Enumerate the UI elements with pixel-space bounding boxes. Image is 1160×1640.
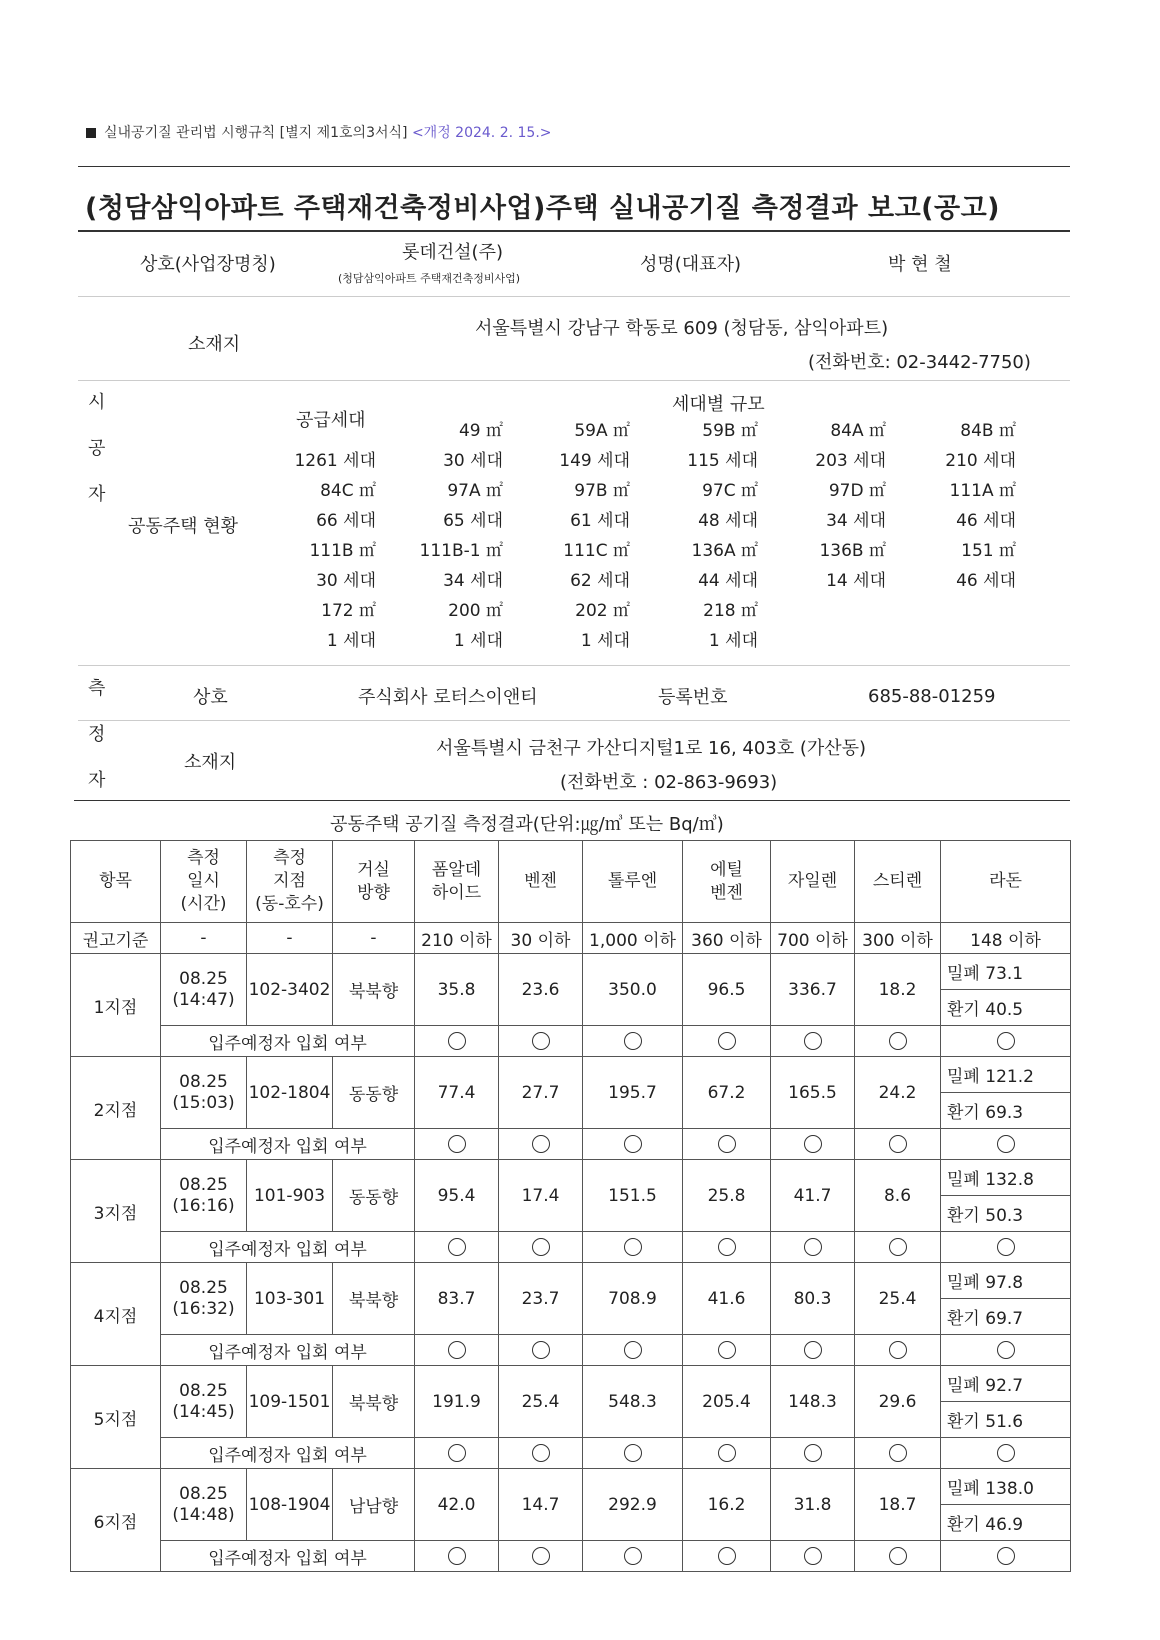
presence-cell (415, 1541, 499, 1572)
circle-mark-icon (532, 1341, 550, 1359)
value-cell: 96.5 (683, 954, 771, 1026)
presence-cell (683, 1232, 771, 1263)
builder-phone: (전화번호: 02-3442-7750) (808, 352, 1031, 373)
presence-cell (941, 1232, 1071, 1263)
circle-mark-icon (997, 1444, 1015, 1462)
housing-cell: 111B ㎡ (309, 541, 376, 561)
presence-cell (683, 1335, 771, 1366)
side-char: 공 (88, 438, 106, 459)
housing-label: 공동주택 현황 (128, 516, 239, 537)
datetime-cell: 08.25 (16:32) (161, 1263, 247, 1335)
standard-cell: 360 이하 (683, 923, 771, 954)
value-cell: 67.2 (683, 1057, 771, 1129)
presence-cell (683, 1026, 771, 1057)
supply-label: 공급세대 (296, 410, 366, 431)
standard-cell: - (247, 923, 333, 954)
unit-cell: 102-3402 (247, 954, 333, 1026)
value-cell: 18.7 (855, 1469, 941, 1541)
circle-mark-icon (804, 1444, 822, 1462)
housing-cell: 218 ㎡ (703, 601, 758, 621)
circle-mark-icon (804, 1135, 822, 1153)
standard-cell: 1,000 이하 (583, 923, 683, 954)
circle-mark-icon (624, 1341, 642, 1359)
circle-mark-icon (889, 1341, 907, 1359)
value-cell: 708.9 (583, 1263, 683, 1335)
housing-cell: 84B ㎡ (960, 421, 1016, 441)
builder-rep-value: 박 현 철 (888, 254, 952, 275)
results-table (70, 840, 1071, 1572)
circle-mark-icon (997, 1341, 1015, 1359)
side-char: 정 (88, 724, 106, 745)
radon-closed-cell: 밀폐 97.8 (941, 1263, 1071, 1299)
housing-cell: 66 세대 (316, 511, 376, 531)
presence-cell (771, 1129, 855, 1160)
circle-mark-icon (624, 1238, 642, 1256)
table-row (71, 954, 1071, 990)
unit-cell: 109-1501 (247, 1366, 333, 1438)
radon-closed-cell: 밀폐 121.2 (941, 1057, 1071, 1093)
housing-cell: 62 세대 (570, 571, 630, 591)
builder-rep-label: 성명(대표자) (640, 254, 741, 275)
presence-cell (583, 1232, 683, 1263)
measurer-phone: (전화번호 : 02-863-9693) (560, 772, 778, 793)
direction-cell: 동동향 (333, 1057, 415, 1129)
size-label: 세대별 규모 (672, 394, 765, 415)
circle-mark-icon (889, 1135, 907, 1153)
value-cell: 548.3 (583, 1366, 683, 1438)
circle-mark-icon (448, 1444, 466, 1462)
value-cell: 95.4 (415, 1160, 499, 1232)
presence-cell (499, 1129, 583, 1160)
housing-cell: 151 ㎡ (961, 541, 1016, 561)
presence-cell (415, 1129, 499, 1160)
point-cell: 3지점 (71, 1160, 161, 1263)
column-header: 폼알데 하이드 (415, 841, 499, 923)
datetime-cell: 08.25 (16:16) (161, 1160, 247, 1232)
standard-cell: - (161, 923, 247, 954)
page-title: (청담삼익아파트 주택재건축정비사업)주택 실내공기질 측정결과 보고(공고) (85, 193, 1000, 224)
value-cell: 80.3 (771, 1263, 855, 1335)
builder-addr-label: 소재지 (188, 334, 241, 355)
presence-label: 입주예정자 입회 여부 (161, 1541, 415, 1572)
standard-row (71, 923, 1071, 954)
presence-row (71, 1335, 1071, 1366)
side-char: 자 (88, 484, 106, 505)
housing-cell: 61 세대 (570, 511, 630, 531)
divider (78, 296, 1070, 297)
presence-label: 입주예정자 입회 여부 (161, 1129, 415, 1160)
presence-row (71, 1026, 1071, 1057)
column-header: 측정 지점 (동-호수) (247, 841, 333, 923)
column-header: 스티렌 (855, 841, 941, 923)
housing-cell: 30 세대 (316, 571, 376, 591)
presence-cell (583, 1026, 683, 1057)
housing-cell: 1 세대 (453, 631, 503, 651)
circle-mark-icon (718, 1135, 736, 1153)
circle-mark-icon (448, 1547, 466, 1565)
radon-vent-cell: 환기 40.5 (941, 990, 1071, 1026)
housing-cell: 1 세대 (326, 631, 376, 651)
value-cell: 336.7 (771, 954, 855, 1026)
housing-cell: 65 세대 (443, 511, 503, 531)
presence-cell (499, 1335, 583, 1366)
column-header: 측정 일시 (시간) (161, 841, 247, 923)
table-row (71, 1366, 1071, 1402)
divider (78, 720, 1070, 721)
presence-cell (415, 1335, 499, 1366)
circle-mark-icon (448, 1032, 466, 1050)
measurer-reg-label: 등록번호 (658, 687, 728, 708)
housing-cell: 111C ㎡ (563, 541, 630, 561)
presence-cell (683, 1438, 771, 1469)
radon-vent-cell: 환기 69.3 (941, 1093, 1071, 1129)
housing-cell: 1 세대 (580, 631, 630, 651)
value-cell: 41.6 (683, 1263, 771, 1335)
housing-cell: 202 ㎡ (575, 601, 630, 621)
circle-mark-icon (804, 1341, 822, 1359)
housing-cell: 97C ㎡ (702, 481, 758, 501)
column-header: 항목 (71, 841, 161, 923)
presence-cell (855, 1232, 941, 1263)
side-char: 측 (88, 678, 106, 699)
square-bullet-icon (86, 128, 96, 138)
circle-mark-icon (889, 1444, 907, 1462)
housing-cell: 203 세대 (815, 451, 886, 471)
circle-mark-icon (718, 1547, 736, 1565)
value-cell: 191.9 (415, 1366, 499, 1438)
housing-cell: 111B-1 ㎡ (419, 541, 503, 561)
datetime-cell: 08.25 (14:48) (161, 1469, 247, 1541)
unit-cell: 108-1904 (247, 1469, 333, 1541)
side-char: 시 (88, 392, 106, 413)
standard-cell: 210 이하 (415, 923, 499, 954)
presence-cell (855, 1541, 941, 1572)
table-row (71, 1263, 1071, 1299)
housing-cell: 84C ㎡ (320, 481, 376, 501)
presence-cell (941, 1438, 1071, 1469)
datetime-cell: 08.25 (14:45) (161, 1366, 247, 1438)
results-caption: 공동주택 공기질 측정결과(단위:㎍/㎥ 또는 Bq/㎥) (330, 814, 724, 835)
presence-cell (855, 1026, 941, 1057)
circle-mark-icon (448, 1238, 466, 1256)
value-cell: 151.5 (583, 1160, 683, 1232)
housing-cell: 49 ㎡ (458, 421, 503, 441)
housing-cell: 97D ㎡ (828, 481, 886, 501)
circle-mark-icon (889, 1032, 907, 1050)
presence-cell (683, 1541, 771, 1572)
housing-cell: 44 세대 (698, 571, 758, 591)
divider (74, 800, 1070, 801)
column-header: 라돈 (941, 841, 1071, 923)
circle-mark-icon (804, 1547, 822, 1565)
housing-cell: 111A ㎡ (949, 481, 1016, 501)
circle-mark-icon (889, 1238, 907, 1256)
housing-cell: 97A ㎡ (447, 481, 503, 501)
housing-cell: 136A ㎡ (691, 541, 758, 561)
radon-vent-cell: 환기 50.3 (941, 1196, 1071, 1232)
housing-cell: 30 세대 (443, 451, 503, 471)
presence-cell (683, 1129, 771, 1160)
presence-cell (583, 1335, 683, 1366)
measurer-name-label: 상호 (193, 687, 228, 708)
value-cell: 25.8 (683, 1160, 771, 1232)
circle-mark-icon (997, 1547, 1015, 1565)
circle-mark-icon (532, 1032, 550, 1050)
presence-cell (941, 1335, 1071, 1366)
value-cell: 31.8 (771, 1469, 855, 1541)
measurer-name-value: 주식회사 로터스이앤티 (358, 687, 538, 708)
title-divider (78, 230, 1070, 232)
presence-cell (855, 1335, 941, 1366)
circle-mark-icon (448, 1135, 466, 1153)
presence-row (71, 1541, 1071, 1572)
radon-closed-cell: 밀폐 138.0 (941, 1469, 1071, 1505)
unit-cell: 102-1804 (247, 1057, 333, 1129)
circle-mark-icon (532, 1444, 550, 1462)
circle-mark-icon (718, 1341, 736, 1359)
housing-cell: 149 세대 (559, 451, 630, 471)
presence-cell (771, 1541, 855, 1572)
housing-cell: 48 세대 (698, 511, 758, 531)
presence-cell (771, 1438, 855, 1469)
housing-cell: 1261 세대 (294, 451, 376, 471)
housing-cell: 34 세대 (443, 571, 503, 591)
radon-closed-cell: 밀폐 132.8 (941, 1160, 1071, 1196)
housing-cell: 14 세대 (826, 571, 886, 591)
presence-cell (499, 1541, 583, 1572)
radon-vent-cell: 환기 69.7 (941, 1299, 1071, 1335)
divider (78, 380, 1070, 381)
housing-cell: 34 세대 (826, 511, 886, 531)
presence-cell (415, 1232, 499, 1263)
housing-cell: 200 ㎡ (448, 601, 503, 621)
presence-cell (583, 1438, 683, 1469)
housing-cell: 59B ㎡ (702, 421, 758, 441)
datetime-cell: 08.25 (15:03) (161, 1057, 247, 1129)
point-cell: 1지점 (71, 954, 161, 1057)
value-cell: 25.4 (855, 1263, 941, 1335)
value-cell: 148.3 (771, 1366, 855, 1438)
direction-cell: 북북향 (333, 954, 415, 1026)
presence-cell (583, 1541, 683, 1572)
direction-cell: 북북향 (333, 1263, 415, 1335)
circle-mark-icon (997, 1135, 1015, 1153)
direction-cell: 남남향 (333, 1469, 415, 1541)
standard-cell: 700 이하 (771, 923, 855, 954)
circle-mark-icon (718, 1032, 736, 1050)
housing-cell: 97B ㎡ (574, 481, 630, 501)
value-cell: 350.0 (583, 954, 683, 1026)
direction-cell: 동동향 (333, 1160, 415, 1232)
column-header: 에틸 벤젠 (683, 841, 771, 923)
column-header: 자일렌 (771, 841, 855, 923)
presence-cell (415, 1026, 499, 1057)
column-header: 톨루엔 (583, 841, 683, 923)
value-cell: 42.0 (415, 1469, 499, 1541)
presence-cell (771, 1026, 855, 1057)
housing-cell: 210 세대 (945, 451, 1016, 471)
table-row (71, 1057, 1071, 1093)
datetime-cell: 08.25 (14:47) (161, 954, 247, 1026)
housing-cell: 46 세대 (956, 571, 1016, 591)
circle-mark-icon (624, 1135, 642, 1153)
table-header-row (71, 841, 1071, 923)
standard-cell: 30 이하 (499, 923, 583, 954)
presence-cell (499, 1438, 583, 1469)
value-cell: 24.2 (855, 1057, 941, 1129)
presence-cell (941, 1129, 1071, 1160)
circle-mark-icon (997, 1032, 1015, 1050)
circle-mark-icon (624, 1547, 642, 1565)
value-cell: 205.4 (683, 1366, 771, 1438)
circle-mark-icon (997, 1238, 1015, 1256)
value-cell: 41.7 (771, 1160, 855, 1232)
table-row (71, 1160, 1071, 1196)
measurer-addr-value: 서울특별시 금천구 가산디지털1로 16, 403호 (가산동) (436, 738, 867, 759)
presence-row (71, 1438, 1071, 1469)
point-cell: 4지점 (71, 1263, 161, 1366)
presence-cell (499, 1026, 583, 1057)
radon-closed-cell: 밀폐 92.7 (941, 1366, 1071, 1402)
presence-cell (415, 1438, 499, 1469)
circle-mark-icon (804, 1032, 822, 1050)
housing-cell: 59A ㎡ (574, 421, 630, 441)
presence-cell (855, 1129, 941, 1160)
standard-cell: 권고기준 (71, 923, 161, 954)
standard-cell: - (333, 923, 415, 954)
value-cell: 77.4 (415, 1057, 499, 1129)
value-cell: 17.4 (499, 1160, 583, 1232)
value-cell: 16.2 (683, 1469, 771, 1541)
circle-mark-icon (804, 1238, 822, 1256)
value-cell: 29.6 (855, 1366, 941, 1438)
value-cell: 23.7 (499, 1263, 583, 1335)
circle-mark-icon (532, 1135, 550, 1153)
builder-name-sub: (청담삼익아파트 주택재건축정비사업) (338, 272, 521, 285)
presence-cell (855, 1438, 941, 1469)
point-cell: 2지점 (71, 1057, 161, 1160)
circle-mark-icon (718, 1444, 736, 1462)
radon-closed-cell: 밀폐 73.1 (941, 954, 1071, 990)
value-cell: 292.9 (583, 1469, 683, 1541)
radon-vent-cell: 환기 51.6 (941, 1402, 1071, 1438)
presence-label: 입주예정자 입회 여부 (161, 1026, 415, 1057)
value-cell: 23.6 (499, 954, 583, 1026)
presence-label: 입주예정자 입회 여부 (161, 1335, 415, 1366)
presence-row (71, 1129, 1071, 1160)
circle-mark-icon (532, 1238, 550, 1256)
value-cell: 18.2 (855, 954, 941, 1026)
presence-cell (771, 1232, 855, 1263)
measurer-addr-label: 소재지 (184, 752, 237, 773)
presence-cell (941, 1541, 1071, 1572)
direction-cell: 북북향 (333, 1366, 415, 1438)
value-cell: 35.8 (415, 954, 499, 1026)
value-cell: 14.7 (499, 1469, 583, 1541)
standard-cell: 148 이하 (941, 923, 1071, 954)
value-cell: 83.7 (415, 1263, 499, 1335)
housing-cell: 46 세대 (956, 511, 1016, 531)
circle-mark-icon (624, 1032, 642, 1050)
circle-mark-icon (718, 1238, 736, 1256)
housing-cell: 84A ㎡ (830, 421, 886, 441)
value-cell: 165.5 (771, 1057, 855, 1129)
table-row (71, 1469, 1071, 1505)
point-cell: 5지점 (71, 1366, 161, 1469)
builder-name-value: 롯데건설(주) (402, 242, 503, 263)
housing-cell: 136B ㎡ (819, 541, 886, 561)
form-reference (86, 122, 552, 142)
point-cell: 6지점 (71, 1469, 161, 1572)
standard-cell: 300 이하 (855, 923, 941, 954)
unit-cell: 103-301 (247, 1263, 333, 1335)
unit-cell: 101-903 (247, 1160, 333, 1232)
presence-cell (583, 1129, 683, 1160)
side-char: 자 (88, 770, 106, 791)
radon-vent-cell: 환기 46.9 (941, 1505, 1071, 1541)
presence-label: 입주예정자 입회 여부 (161, 1438, 415, 1469)
housing-cell: 115 세대 (687, 451, 758, 471)
presence-label: 입주예정자 입회 여부 (161, 1232, 415, 1263)
presence-row (71, 1232, 1071, 1263)
value-cell: 195.7 (583, 1057, 683, 1129)
circle-mark-icon (532, 1547, 550, 1565)
value-cell: 8.6 (855, 1160, 941, 1232)
circle-mark-icon (448, 1341, 466, 1359)
builder-name-label: 상호(사업장명칭) (140, 254, 276, 275)
column-header: 거실 방향 (333, 841, 415, 923)
presence-cell (499, 1232, 583, 1263)
presence-cell (941, 1026, 1071, 1057)
measurer-reg-value: 685-88-01259 (868, 686, 996, 707)
presence-cell (771, 1335, 855, 1366)
circle-mark-icon (624, 1444, 642, 1462)
value-cell: 27.7 (499, 1057, 583, 1129)
value-cell: 25.4 (499, 1366, 583, 1438)
column-header: 벤젠 (499, 841, 583, 923)
divider (78, 665, 1070, 666)
revision-text: <개정 2024. 2. 15.> (411, 125, 552, 141)
housing-cell: 172 ㎡ (321, 601, 376, 621)
top-divider (78, 166, 1070, 167)
housing-cell: 1 세대 (708, 631, 758, 651)
form-ref-text: 실내공기질 관리법 시행규칙 [별지 제1호의3서식] (104, 125, 408, 141)
builder-addr-value: 서울특별시 강남구 학동로 609 (청담동, 삼익아파트) (475, 318, 889, 339)
circle-mark-icon (889, 1547, 907, 1565)
